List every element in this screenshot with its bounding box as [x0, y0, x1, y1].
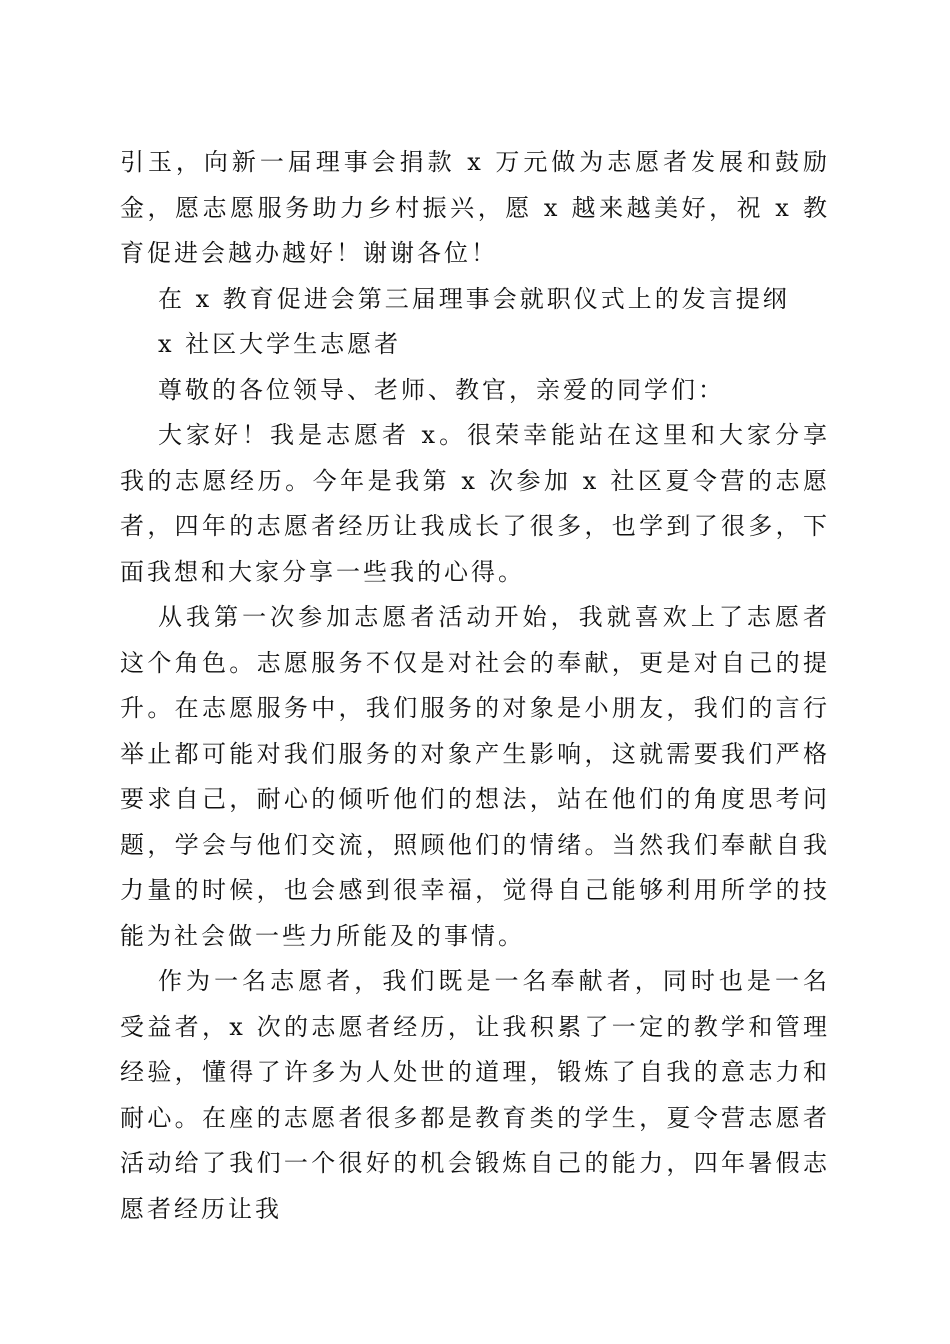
- paragraph-volunteer-role: 从我第一次参加志愿者活动开始，我就喜欢上了志愿者这个角色。志愿服务不仅是对社会的奉献，更是对自己的提升。在志愿服务中，我们服务的对象是小朋友，我们的言行举止都可能对我们服务的对象产生影响，这就需要我们严格要求自己，耐心的倾听他们的想法，站在他们的角度思考问题，学会与他们交流，照顾他们的情绪。当然我们奉献自我力量的时候，也会感到很幸福，觉得自己能够利用所学的技能为社会做一些力所能及的事情。: [120, 603, 830, 950]
- document-body: [120, 140, 830, 1232]
- paragraph-donation-closing: 引玉，向新一届理事会捐款 x 万元做为志愿者发展和鼓励金，愿志愿服务助力乡村振兴，愿 x 越来越美好，祝 x 教育促进会越办越好！谢谢各位！: [120, 148, 830, 267]
- paragraph-volunteer-benefit: 作为一名志愿者，我们既是一名奉献者，同时也是一名受益者，x 次的志愿者经历，让我积累了一定的教学和管理经验，懂得了许多为人处世的道理，锻炼了自我的意志力和耐心。在座的志愿者很多都是教育类的学生，夏令营志愿者活动给了我们一个很好的机会锻炼自己的能力，四年暑假志愿者经历让我: [120, 967, 830, 1223]
- paragraph-speaker: x 社区大学生志愿者: [158, 330, 402, 358]
- paragraph-salutation: 尊敬的各位领导、老师、教官，亲爱的同学们：: [158, 375, 725, 404]
- paragraph-greeting: 大家好！我是志愿者 x。很荣幸能站在这里和大家分享我的志愿经历。今年是我第 x 次参加 x 社区夏令营的志愿者，四年的志愿者经历让我成长了很多，也学到了很多，下面我想和大家分享一些我的心得。: [120, 421, 830, 586]
- paragraph-speech-title: 在 x 教育促进会第三届理事会就职仪式上的发言提纲: [158, 284, 790, 313]
